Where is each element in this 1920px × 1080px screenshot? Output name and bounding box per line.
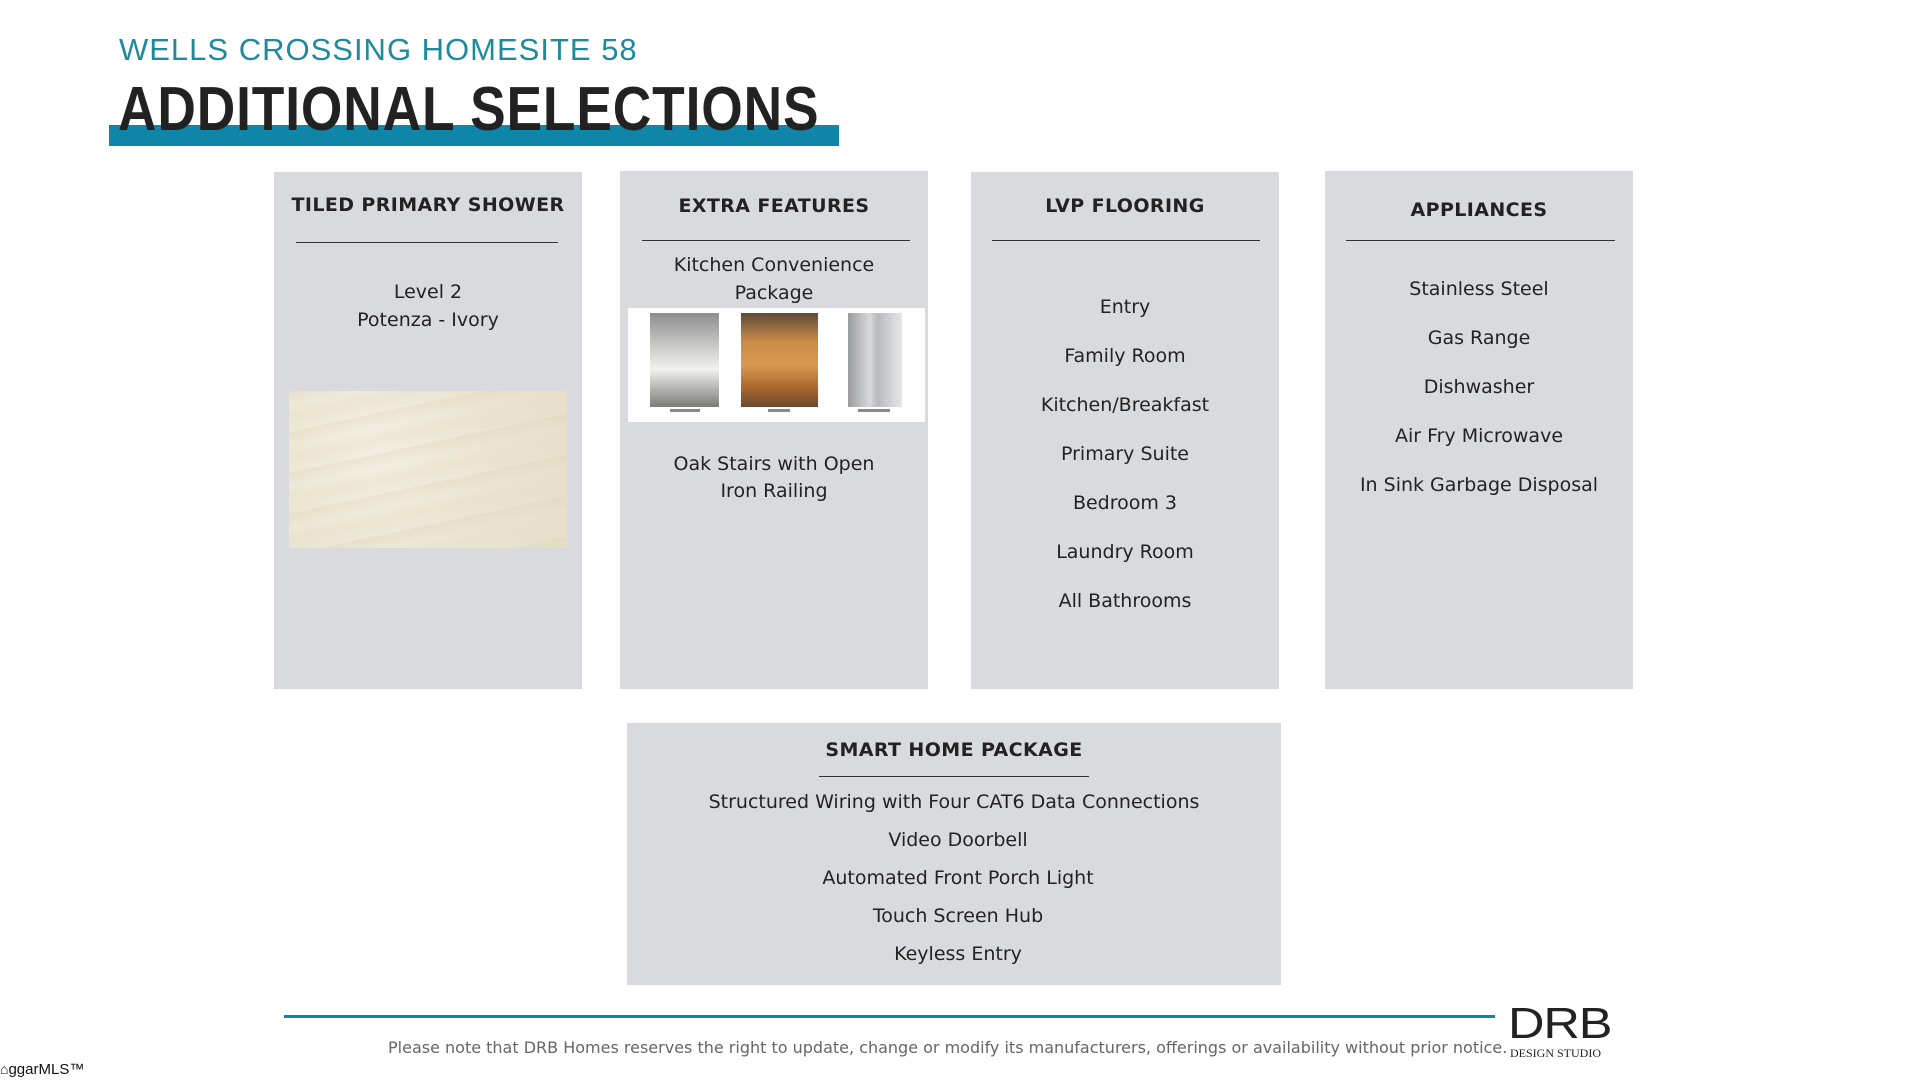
smart-item: Structured Wiring with Four CAT6 Data Connections [708, 791, 1200, 813]
card-smart-home-package [627, 723, 1281, 985]
card-divider [992, 240, 1260, 241]
card-title: LVP FLOORING [1045, 195, 1205, 217]
appliance-item: Dishwasher [1423, 376, 1535, 398]
smart-item: Video Doorbell [888, 829, 1028, 851]
lvp-item: Primary Suite [1061, 443, 1189, 465]
card-divider [1346, 240, 1615, 241]
appliance-item: Gas Range [1427, 327, 1531, 349]
appliance-item: In Sink Garbage Disposal [1359, 474, 1599, 496]
lvp-item: All Bathrooms [1058, 590, 1192, 612]
pull-out-trash-photo [650, 313, 719, 407]
pull-out-trays-photo [741, 313, 818, 407]
card-title: TILED PRIMARY SHOWER [291, 194, 565, 216]
shower-finish: Potenza - Ivory [357, 309, 499, 331]
photo-caption-line [768, 409, 790, 412]
smart-item: Keyless Entry [894, 943, 1022, 965]
extra-item-stairs-line2: Iron Railing [720, 480, 828, 502]
lvp-item: Entry [1099, 296, 1151, 318]
lvp-item: Kitchen/Breakfast [1040, 394, 1210, 416]
appliance-item: Stainless Steel [1409, 278, 1549, 300]
lvp-item: Bedroom 3 [1072, 492, 1178, 514]
card-extra-features [620, 171, 928, 689]
card-appliances [1325, 171, 1633, 689]
card-title: SMART HOME PACKAGE [825, 739, 1083, 761]
card-title: EXTRA FEATURES [678, 195, 870, 217]
house-icon: ⌂ [0, 1061, 9, 1077]
extra-item-kitchen-line1: Kitchen Convenience [673, 254, 875, 276]
card-lvp-flooring [971, 172, 1279, 689]
photo-caption-line [670, 409, 700, 412]
drb-logo: DRB [1508, 999, 1612, 1048]
photo-caption-line [858, 409, 890, 412]
card-divider [642, 240, 910, 241]
extra-item-kitchen-line2: Package [734, 282, 814, 304]
kitchen-package-photos [628, 308, 925, 422]
lvp-item: Family Room [1064, 345, 1186, 367]
drb-logo-subtitle: DESIGN STUDIO [1510, 1046, 1601, 1060]
refrigerator-photo [848, 313, 902, 407]
smart-item: Touch Screen Hub [872, 905, 1044, 927]
footer-divider [284, 1015, 1495, 1018]
card-divider [819, 776, 1089, 777]
footer-disclaimer: Please note that DRB Homes reserves the right to update, change or modify its manufacturers, offerings or availability without prior notice. [388, 1038, 1508, 1057]
card-divider [296, 242, 558, 243]
card-title: APPLIANCES [1410, 199, 1548, 221]
mls-watermark [0, 1061, 84, 1078]
shower-level: Level 2 [393, 281, 463, 303]
smart-item: Automated Front Porch Light [822, 867, 1094, 889]
extra-item-stairs-line1: Oak Stairs with Open [673, 453, 875, 475]
mls-watermark-text: ggarMLS™ [8, 1061, 85, 1078]
lvp-item: Laundry Room [1056, 541, 1194, 563]
homesite-subtitle: WELLS CROSSING HOMESITE 58 [119, 32, 638, 67]
tile-swatch-image [289, 391, 567, 548]
card-tiled-primary-shower [274, 172, 582, 689]
appliance-item: Air Fry Microwave [1394, 425, 1564, 447]
page-title: ADDITIONAL SELECTIONS [118, 75, 820, 144]
